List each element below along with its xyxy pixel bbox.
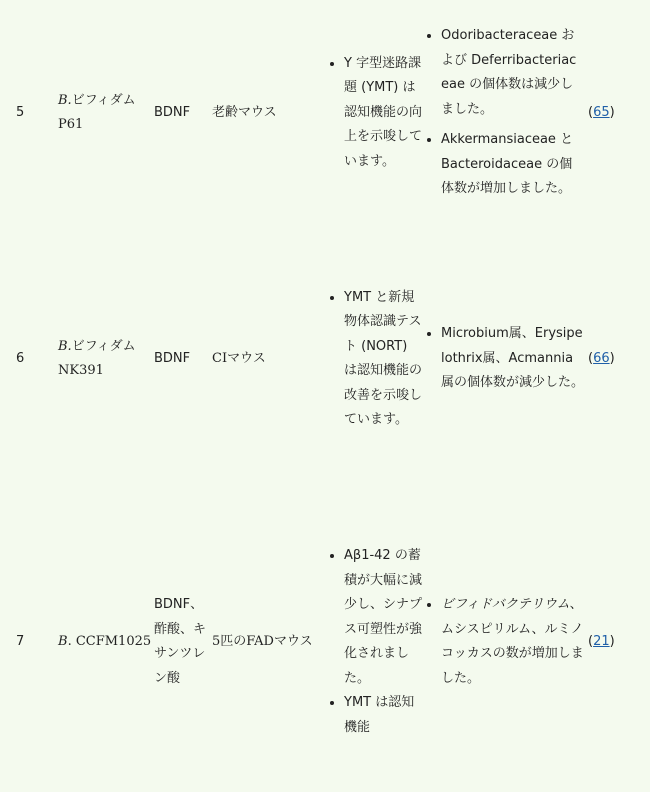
- microbiota-cell: [424, 226, 584, 492]
- strain-name: . CCFM1025: [67, 633, 152, 649]
- table-row: [0, 226, 650, 492]
- strain-genus: B: [58, 633, 68, 649]
- list-item: • Aβ1-42 の蓄積が大幅に減少し、シナプス可塑性が強化されました。: [344, 544, 424, 691]
- list-item: • Microbium属、Erysipelothrix属、Acmannia属の個体数が減少した。: [441, 322, 584, 396]
- microbiota-cell: [424, 492, 584, 792]
- strain-cell: [58, 226, 154, 492]
- ref-cell: (65): [588, 104, 615, 120]
- strain-genus: B.: [58, 92, 72, 108]
- factor-cell: BDNF、酢酸、キサンツレン酸: [154, 597, 207, 686]
- list-item: • YMT と新規物体認識テスト (NORT) は認知機能の改善を示唆しています。: [344, 286, 424, 433]
- model-cell: 老齢マウス: [212, 104, 277, 120]
- effect-cell: [324, 492, 424, 792]
- strain-name: ビフィダムNK391: [58, 338, 136, 378]
- model-cell: CIマウス: [212, 350, 266, 366]
- list-item: • Akkermansiaceae と Bacteroidaceae の個体数が増加しました。: [441, 128, 584, 202]
- strain-cell: [58, 0, 154, 226]
- ref-cell: (21): [588, 633, 615, 649]
- effect-cell: [324, 0, 424, 226]
- table-row: [0, 0, 650, 226]
- effect-list: [324, 286, 424, 433]
- factor-cell: BDNF: [154, 104, 191, 120]
- row-number: 5: [16, 104, 25, 120]
- list-item: • Odoribacteraceae および Deferribacteriaceae の個体数は減少しました。: [441, 24, 584, 122]
- effect-cell: [324, 226, 424, 492]
- list-item: • Y 字型迷路課題 (YMT) は認知機能の向上を示唆しています。: [344, 52, 424, 175]
- ref-cell: (66): [588, 350, 615, 366]
- row-number: 7: [16, 633, 25, 649]
- list-item: • YMT は認知機能: [344, 691, 424, 740]
- microbiota-list: [424, 322, 584, 396]
- microbiota-cell: [424, 0, 584, 226]
- ref-link[interactable]: 21: [593, 633, 610, 649]
- microbiota-list: [424, 24, 584, 202]
- ref-link[interactable]: 66: [593, 350, 610, 366]
- factor-cell: BDNF: [154, 350, 191, 366]
- strain-name: ビフィダムP61: [58, 92, 136, 132]
- ref-link[interactable]: 65: [593, 104, 610, 120]
- microbiota-list: [424, 593, 584, 691]
- row-number: 6: [16, 350, 25, 366]
- effect-list: [324, 544, 424, 740]
- model-cell: 5匹のFADマウス: [212, 633, 313, 649]
- strain-cell: [58, 492, 154, 792]
- effect-list: [324, 52, 424, 175]
- list-item: • ビフィドバクテリウム、ムシスピリルム、ルミノコッカスの数が増加しました。: [441, 593, 584, 691]
- table-row: [0, 492, 650, 792]
- strain-genus: B.: [58, 338, 72, 354]
